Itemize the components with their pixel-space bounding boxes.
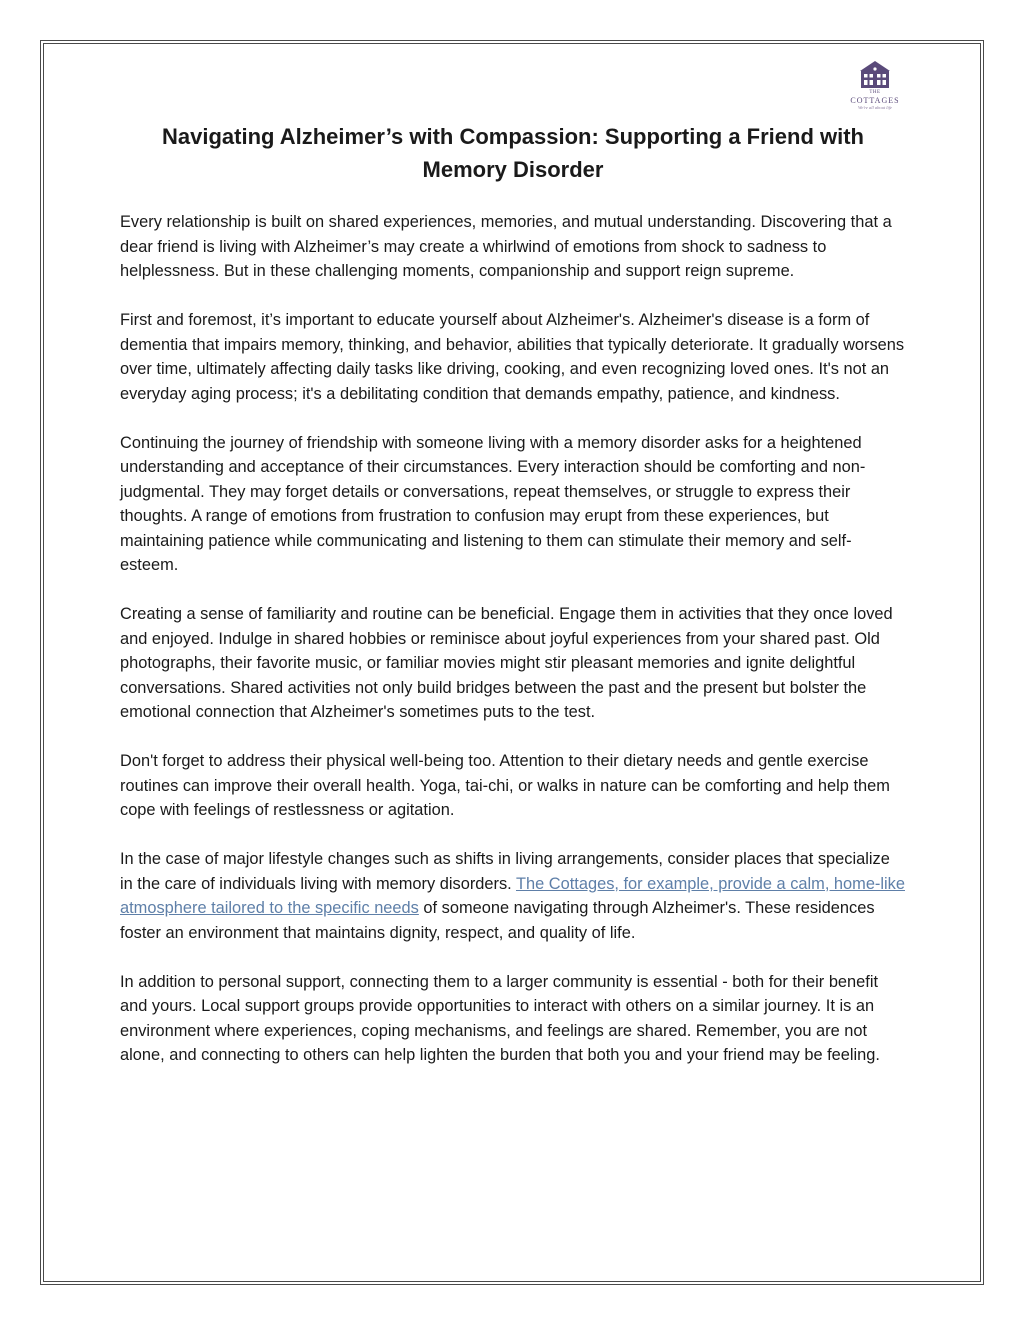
the-cottages-logo <box>844 60 906 111</box>
document-body <box>120 120 906 1092</box>
paragraph-intro: Every relationship is built on shared experiences, memories, and mutual understanding. Discovering that a dear friend is living with Alzheimer’s may create a whirlwind of emotions from shock to sadness to helplessness. But in these challenging moments, companionship and support reign supreme. <box>120 213 892 280</box>
paragraph-educate: First and foremost, it’s important to educate yourself about Alzheimer's. Alzheimer's disease is a form of dementia that impairs memory, thinking, and behavior, abilities that typically deteriorate. It gradually worsens over time, ultimately affecting daily tasks like driving, cooking, and even recognizing loved ones. It's not an everyday aging process; it's a debilitating condition that demands empathy, patience, and kindness. <box>120 311 905 403</box>
paragraph-lifestyle-text-before: In the case of major lifestyle changes such as shifts in living arrangements, consider places that specialize in the care of individuals living with memory disorders. <box>120 850 890 893</box>
logo-name: COTTAGES <box>850 96 900 105</box>
paragraph-friendship: Continuing the journey of friendship with someone living with a memory disorder asks for a heightened understanding and acceptance of their circumstances. Every interaction should be comforting and non-judgmental. They may forget details or conversations, repeat themselves, or struggle to express their thoughts. A range of emotions from frustration to confusion may erupt from these experiences, but maintaining patience while communicating and listening to them can stimulate their memory and self-esteem. <box>120 433 866 574</box>
paragraph-lifestyle-text-after: of someone navigating through Alzheimer's. These residences foster an environment that maintains dignity, respect, and quality of life. <box>120 899 875 942</box>
paragraph-lifestyle <box>120 847 906 945</box>
paragraph-physical: Don't forget to address their physical well-being too. Attention to their dietary needs and gentle exercise routines can improve their overall health. Yoga, tai-chi, or walks in nature can be comforting and help them cope with feelings of restlessness or agitation. <box>120 752 890 819</box>
cottages-link[interactable]: The Cottages, for example, provide a calm, home-like atmosphere tailored to the specific needs <box>120 874 905 917</box>
paragraph-familiarity: Creating a sense of familiarity and routine can be beneficial. Engage them in activities that they once loved and enjoyed. Indulge in shared hobbies or reminisce about joyful experiences from your shared past. Old photographs, their favorite music, or familiar movies might stir pleasant memories and ignite delightful conversations. Shared activities not only build bridges between the past and the present but bolster the emotional connection that Alzheimer's sometimes puts to the test. <box>120 605 893 721</box>
paragraph-community: In addition to personal support, connecting them to a larger community is essential - both for their benefit and yours. Local support groups provide opportunities to interact with others on a similar journey. It is an environment where experiences, coping mechanisms, and feelings are shared. Remember, you are not alone, and connecting to others can help lighten the burden that both you and your friend may be feeling. <box>120 972 880 1064</box>
cottages-house-icon <box>858 60 892 90</box>
logo-tagline: We're all about life <box>857 105 892 110</box>
logo-small-text: THE <box>869 90 881 95</box>
document-title: Navigating Alzheimer’s with Compassion: Supporting a Friend with Memory Disorder <box>161 124 864 182</box>
